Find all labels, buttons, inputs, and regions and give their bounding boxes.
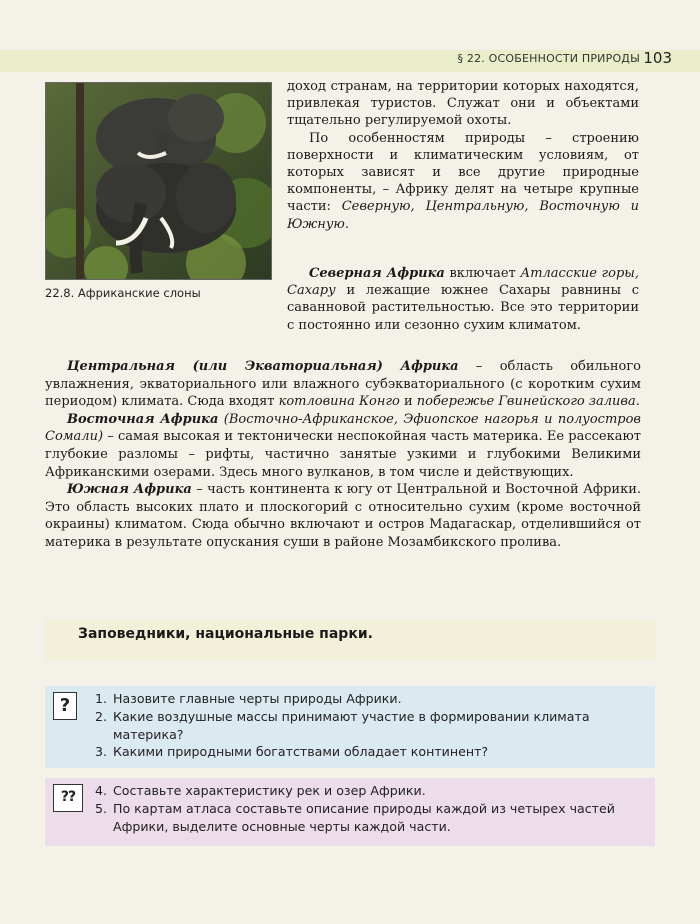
- questions-advanced: [45, 778, 655, 846]
- reserves-heading: Заповедники, национальные парки.: [78, 626, 373, 642]
- question-list-advanced: [95, 782, 655, 835]
- term-east-africa: Восточная Африка: [67, 411, 219, 427]
- figure-caption: 22.8. Африканские слоны: [45, 286, 201, 300]
- question-item: 4. Составьте характеристику рек и озер Африки.: [95, 783, 426, 798]
- term-north-africa: Северная Африка: [309, 266, 445, 281]
- central-places-2: побережье Гвинейского залива.: [416, 394, 640, 410]
- paragraph-tourism: доход странам, на территории которых находятся, привлекая туристов. Служат они и объектами тщательно регулируемой охоты.: [287, 79, 639, 129]
- paragraph-south: Южная Африка – часть континента к югу от Центральной и Восточной Африки. Это область высоких плато и плоскогорий с относительно сухим (кроме восточной окраины) климатом. Сюда обычно включают и остров Мадагаскар, отделившийся от материка в результате опускания суши в районе Мозамбикского пролива.: [45, 482, 641, 550]
- column-text: [287, 78, 639, 233]
- central-places: котловина Конго: [278, 394, 400, 410]
- question-item: 2. Какие воздушные массы принимают участие в формировании климата материка?: [95, 708, 590, 742]
- elephants-photo: [45, 82, 272, 280]
- paragraph-north-start: Северная Африка включает Атласские горы, Сахару и лежащие южнее Сахары равнины с саванновой растительностью. Все это территории с постоянно или сезонно сухим климатом.: [287, 266, 639, 333]
- paragraph-division: По особенностям природы – строению поверхности и климатическим условиям, от которых зависят и все другие природные компоненты, – Африку делят на четыре крупные части: Северную, Центральную, Восточную и Южную.: [287, 130, 640, 232]
- north-places: Атласские горы, Сахару: [287, 266, 639, 299]
- term-central-africa: Центральная (или Экваториальная) Африка: [67, 359, 459, 374]
- body-text: [45, 358, 641, 552]
- question-item: 5. По картам атласа составьте описание природы каждой из четырех частей Африки, выделите основные черты каждой части.: [95, 800, 615, 834]
- east-regions: (Восточно-Африканское, Эфиопское нагорья и полуостров Сомали): [45, 411, 641, 445]
- north-rest: и лежащие южнее Сахары равнины с саванновой растительностью. Все это территории с постоянно или сезонно сухим климатом.: [287, 283, 639, 333]
- section-title: § 22. ОСОБЕННОСТИ ПРИРОДЫ: [457, 52, 640, 65]
- double-question-mark-icon: ??: [53, 784, 83, 812]
- paragraph-central: Центральная (или Экваториальная) Африка – область обильного увлажнения, экваториального или влажного субэкваториального (с коротким сухим периодом) климата. Сюда входят котловина Конго и побережье Гвинейского залива.: [45, 359, 641, 410]
- question-mark-icon: ?: [53, 692, 77, 720]
- page-number: 103: [643, 49, 672, 67]
- paragraph-east: Восточная Африка (Восточно-Африканское, Эфиопское нагорья и полуостров Сомали) – самая высокая и тектонически неспокойная часть материка. Ее рассекают глубокие разломы – рифты, частично занятые узкими и глубокими Великими Африканскими озерами. Здесь много вулканов, в том числе и действующих.: [45, 411, 641, 480]
- parts-list: Северную, Центральную, Восточную и Южную.: [287, 199, 640, 232]
- questions-basic: [45, 686, 655, 768]
- question-item: 1. Назовите главные черты природы Африки.: [95, 691, 402, 706]
- term-south-africa: Южная Африка: [67, 482, 192, 498]
- question-item: 3. Какими природными богатствами обладает континент?: [95, 744, 489, 760]
- question-list-basic: [95, 690, 655, 761]
